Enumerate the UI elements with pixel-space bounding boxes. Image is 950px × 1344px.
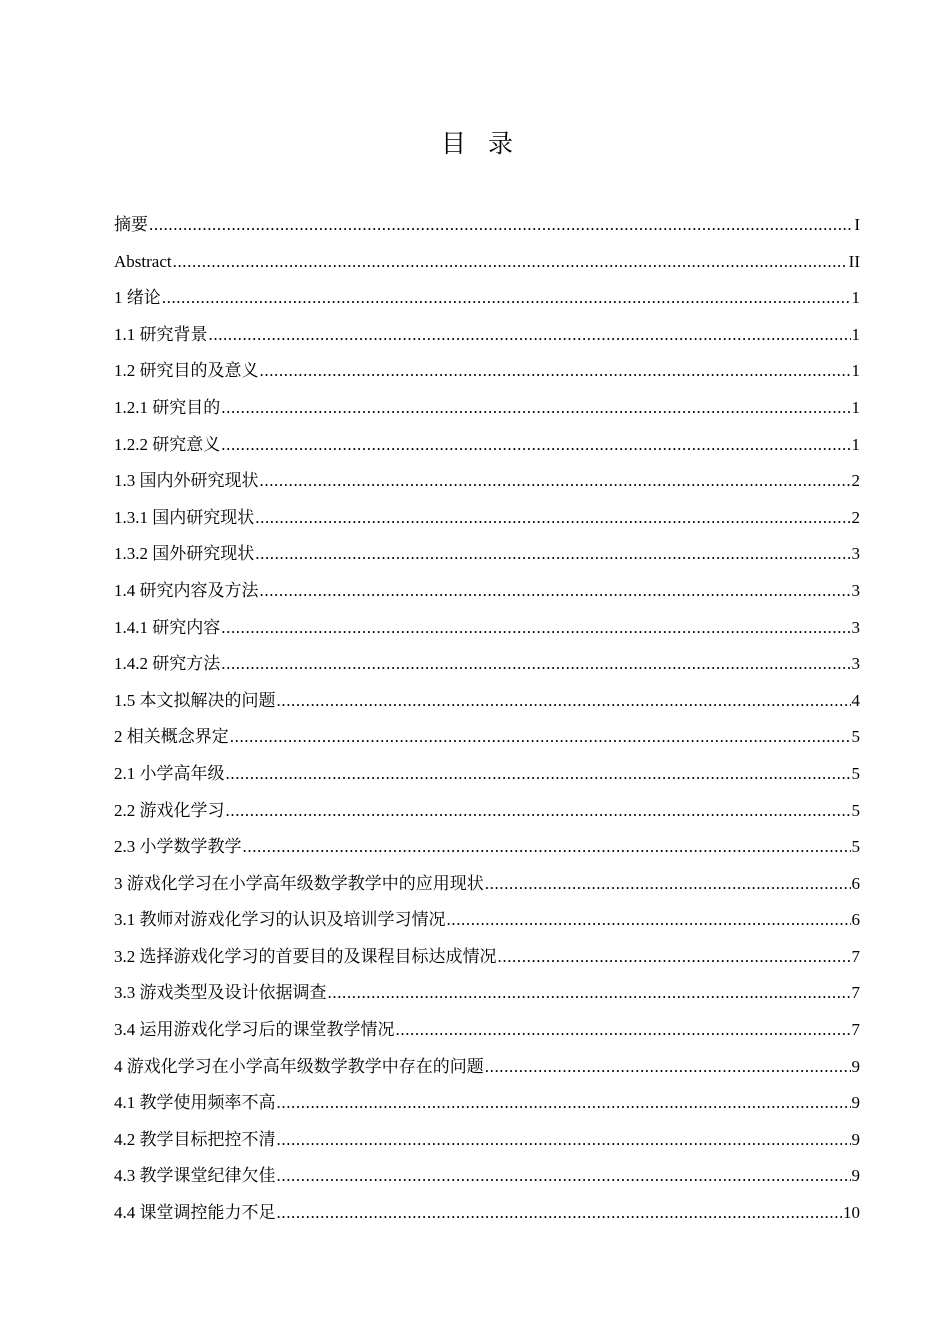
toc-entry-label: 2.1 小学高年级 <box>114 763 225 783</box>
dot-leader <box>498 945 851 969</box>
toc-entry[interactable] <box>114 396 860 433</box>
toc-entry-page: 9 <box>851 1166 860 1186</box>
toc-entry-label: 1 绪论 <box>114 288 161 308</box>
dot-leader <box>260 469 851 493</box>
toc-entry[interactable] <box>114 1128 860 1165</box>
toc-entry-page: I <box>854 215 860 234</box>
dot-leader <box>328 981 851 1005</box>
toc-entry[interactable] <box>114 1091 860 1128</box>
dot-leader <box>396 1018 851 1042</box>
toc-entry-page: 3 <box>851 580 860 600</box>
toc-entry[interactable] <box>114 250 860 287</box>
toc-entry-page: 3 <box>851 617 860 637</box>
toc-entry-label: 4.4 课堂调控能力不足 <box>114 1203 276 1223</box>
toc-entry-label: 4.1 教学使用频率不高 <box>114 1093 276 1113</box>
toc-entry-page: 2 <box>851 471 860 491</box>
toc-entry[interactable] <box>114 981 860 1018</box>
page-title: 目录 <box>440 129 535 158</box>
toc-entry-page: 4 <box>851 690 860 710</box>
toc-entry[interactable] <box>114 506 860 543</box>
toc-entry[interactable] <box>114 1201 860 1238</box>
dot-leader <box>221 616 850 640</box>
toc-entry-page: 7 <box>851 946 860 966</box>
toc-entry[interactable] <box>114 689 860 726</box>
toc-entry-page: 1 <box>851 324 860 344</box>
dot-leader <box>230 725 851 749</box>
toc-entry[interactable] <box>114 725 860 762</box>
toc-entry-page: 5 <box>851 727 860 747</box>
dot-leader <box>162 286 851 310</box>
toc-entry-page: 3 <box>851 544 860 564</box>
dot-leader <box>277 1091 851 1115</box>
toc-entry[interactable] <box>114 1164 860 1201</box>
toc-entry-label: 摘要 <box>114 215 148 234</box>
toc-entry[interactable] <box>114 213 860 250</box>
toc-entry-page: II <box>848 251 860 271</box>
toc-entry-page: 7 <box>851 1020 860 1040</box>
toc-entry-page: 6 <box>851 910 860 930</box>
toc-entry[interactable] <box>114 762 860 799</box>
toc-entry-label: 4 游戏化学习在小学高年级数学教学中存在的问题 <box>114 1056 484 1076</box>
toc-entry-page: 9 <box>851 1129 860 1149</box>
toc-entry-label: 3.2 选择游戏化学习的首要目的及课程目标达成情况 <box>114 946 497 966</box>
dot-leader <box>260 359 851 383</box>
toc-entry-label: 1.2.1 研究目的 <box>114 397 221 417</box>
dot-leader <box>277 1164 851 1188</box>
toc-entry-label: 2.2 游戏化学习 <box>114 800 225 820</box>
toc-entry-page: 1 <box>851 288 860 308</box>
toc-entry-label: 1.2 研究目的及意义 <box>114 361 259 381</box>
toc-entry-label: 3.4 运用游戏化学习后的课堂教学情况 <box>114 1020 395 1040</box>
dot-leader <box>149 213 853 237</box>
dot-leader <box>221 652 850 676</box>
toc-entry[interactable] <box>114 835 860 872</box>
toc-entry-label: 4.3 教学课堂纪律欠佳 <box>114 1166 276 1186</box>
toc-entry[interactable] <box>114 945 860 982</box>
toc-entry[interactable] <box>114 542 860 579</box>
toc-entry[interactable] <box>114 1055 860 1092</box>
toc-entry-page: 2 <box>851 507 860 527</box>
toc-entry-page: 7 <box>851 983 860 1003</box>
toc-entry-page: 5 <box>851 763 860 783</box>
toc-entry[interactable] <box>114 616 860 653</box>
dot-leader <box>485 1055 851 1079</box>
dot-leader <box>277 1201 843 1225</box>
toc-entry-page: 5 <box>851 837 860 857</box>
toc-entry-label: 2.3 小学数学教学 <box>114 837 242 857</box>
dot-leader <box>226 762 851 786</box>
dot-leader <box>485 872 851 896</box>
toc-entry-label: Abstract <box>114 251 172 271</box>
toc-entry-label: 3 游戏化学习在小学高年级数学教学中的应用现状 <box>114 873 484 893</box>
table-of-contents <box>114 213 860 1238</box>
toc-entry-label: 1.4.2 研究方法 <box>114 654 221 674</box>
toc-entry-page: 1 <box>851 434 860 454</box>
dot-leader <box>221 396 850 420</box>
toc-entry[interactable] <box>114 872 860 909</box>
dot-leader <box>277 1128 851 1152</box>
dot-leader <box>209 323 851 347</box>
toc-entry-label: 3.3 游戏类型及设计依据调查 <box>114 983 327 1003</box>
toc-entry-label: 1.3.1 国内研究现状 <box>114 507 255 527</box>
toc-entry[interactable] <box>114 323 860 360</box>
dot-leader <box>255 506 850 530</box>
dot-leader <box>173 250 848 274</box>
toc-entry[interactable] <box>114 579 860 616</box>
toc-entry-label: 3.1 教师对游戏化学习的认识及培训学习情况 <box>114 910 446 930</box>
toc-entry-page: 3 <box>851 654 860 674</box>
toc-entry-label: 1.3.2 国外研究现状 <box>114 544 255 564</box>
toc-entry-page: 1 <box>851 397 860 417</box>
dot-leader <box>277 689 851 713</box>
toc-entry[interactable] <box>114 286 860 323</box>
toc-entry-page: 6 <box>851 873 860 893</box>
toc-entry-page: 10 <box>843 1203 860 1223</box>
dot-leader <box>447 908 851 932</box>
toc-entry-label: 1.4.1 研究内容 <box>114 617 221 637</box>
dot-leader <box>260 579 851 603</box>
toc-entry-page: 1 <box>851 361 860 381</box>
dot-leader <box>255 542 850 566</box>
toc-entry-label: 2 相关概念界定 <box>114 727 229 747</box>
dot-leader <box>243 835 851 859</box>
dot-leader <box>221 433 850 457</box>
toc-entry[interactable] <box>114 1018 860 1055</box>
toc-entry-page: 9 <box>851 1093 860 1113</box>
toc-entry-label: 1.1 研究背景 <box>114 324 208 344</box>
toc-entry[interactable] <box>114 359 860 396</box>
toc-entry[interactable] <box>114 799 860 836</box>
toc-entry[interactable] <box>114 652 860 689</box>
dot-leader <box>226 799 851 823</box>
toc-entry-page: 9 <box>851 1056 860 1076</box>
toc-entry-label: 1.3 国内外研究现状 <box>114 471 259 491</box>
toc-entry-label: 1.4 研究内容及方法 <box>114 580 259 600</box>
toc-entry-label: 4.2 教学目标把控不清 <box>114 1129 276 1149</box>
toc-entry-label: 1.2.2 研究意义 <box>114 434 221 454</box>
toc-entry-label: 1.5 本文拟解决的问题 <box>114 690 276 710</box>
toc-entry[interactable] <box>114 433 860 470</box>
toc-entry[interactable] <box>114 908 860 945</box>
toc-entry-page: 5 <box>851 800 860 820</box>
toc-entry[interactable] <box>114 469 860 506</box>
